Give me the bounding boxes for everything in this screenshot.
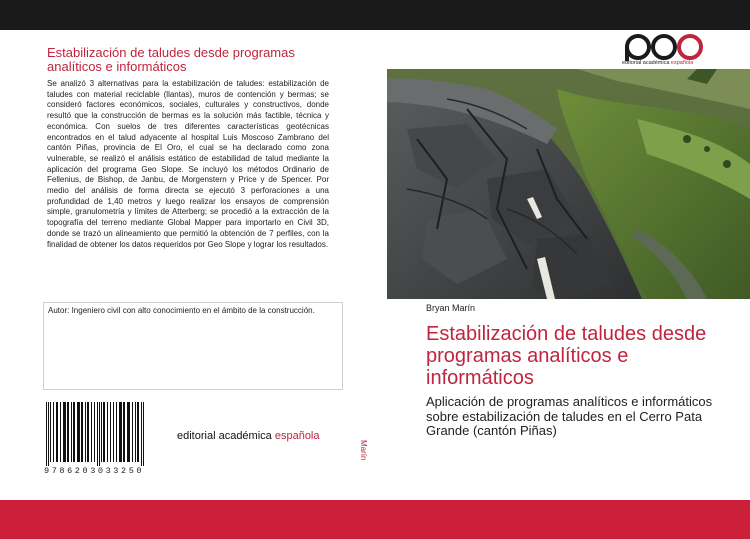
barcode-bar [99, 402, 100, 466]
barcode-bar [60, 402, 61, 462]
publisher-name [177, 430, 320, 442]
barcode-bar [135, 402, 136, 462]
barcode-bar [50, 402, 51, 462]
barcode-bar [73, 402, 75, 462]
barcode-bar [123, 402, 125, 462]
barcode-bar [56, 402, 58, 462]
logo-caption-main: editorial académica [622, 60, 671, 66]
spine-author: Marín [359, 440, 368, 461]
barcode-bar [67, 402, 69, 462]
barcode-bar [71, 402, 72, 462]
barcode-bar [132, 402, 133, 462]
author-bio: Autor: Ingeniero civil con alto conocimiento en el ámbito de la construcción. [48, 306, 315, 315]
isbn-digits: 9786203033250 [44, 466, 145, 476]
barcode-bar [97, 402, 98, 466]
barcode-bar [46, 402, 47, 466]
barcode-bar [53, 402, 54, 462]
barcode-bar [141, 402, 142, 466]
publisher-name-main: editorial académica [177, 430, 275, 442]
logo-caption [622, 60, 693, 66]
barcode-bar [94, 402, 95, 462]
barcode-bar [110, 402, 111, 462]
barcode-bar [103, 402, 105, 462]
barcode-bar [77, 402, 80, 462]
barcode-bar [107, 402, 108, 462]
barcode-bar [137, 402, 139, 462]
barcode-bar [85, 402, 86, 462]
top-band [0, 0, 750, 30]
logo-caption-accent: española [670, 60, 694, 66]
front-author: Bryan Marín [426, 303, 476, 313]
back-cover-title: Estabilización de taludes desde programas analíticos e informáticos [47, 45, 295, 74]
barcode-bar [119, 402, 122, 462]
book-spine [355, 30, 387, 500]
barcode-bar [48, 402, 49, 466]
barcode-bar [143, 402, 144, 466]
front-title: Estabilización de taludes desde programas analíticos e informáticos [426, 323, 707, 389]
barcode-bar [87, 402, 89, 462]
barcode-bar [63, 402, 66, 462]
front-subtitle: Aplicación de programas analíticos e informáticos sobre estabilización de taludes en el Cerro Pata Grande (cantón Piñas) [426, 394, 713, 438]
barcode-bar [113, 402, 114, 462]
barcode-bar [127, 402, 130, 462]
cover-photo-landslide-road [387, 69, 750, 299]
bottom-band [0, 500, 750, 539]
barcode-bar [101, 402, 102, 462]
barcode-bar [116, 402, 117, 462]
publisher-name-accent: española [274, 430, 320, 442]
back-cover-abstract: Se analizó 3 alternativas para la estabilización de taludes: estabilización de taludes con material reciclable (llantas), muros de contención y bermas; se consideró factores económicos, sociales, culturales y constructivos, donde resultó que la construcción de bermas es la solución más factible, técnica y económica. Con suelos de tres diferentes características geotécnicas encontrados en el talud adyacente al hospital Luis Moscoso Zambrano del cantón Piñas, provincia de El Oro, el cual se ha declarado como zona vulnerable, se realizó el análisis estático de estabilidad de talud mediante la aplicación del programa Geo Slope. Se incluyó los métodos Ordinario de Fellenius, de Bishop, de Janbu, de Morgenstern y Price y de Spencer. Por medio del análisis de forma directa se ejecutó 3 perforaciones a una profundidad de 1,40 metros y luego realizar los ensayos de comprensión simple, granulometría y límites de Atterberg; se procedió a la extracción de la topografía del terreno mediante Global Mapper para importarlo en Civil 3D, donde se trazó un alineamiento que permitió la obtención de 7 perfiles, con la finalidad de obtener los datos requeridos por Geo Slope y lograr los resultados. [47, 79, 329, 249]
barcode-bar [81, 402, 83, 462]
barcode-bar [91, 402, 92, 462]
